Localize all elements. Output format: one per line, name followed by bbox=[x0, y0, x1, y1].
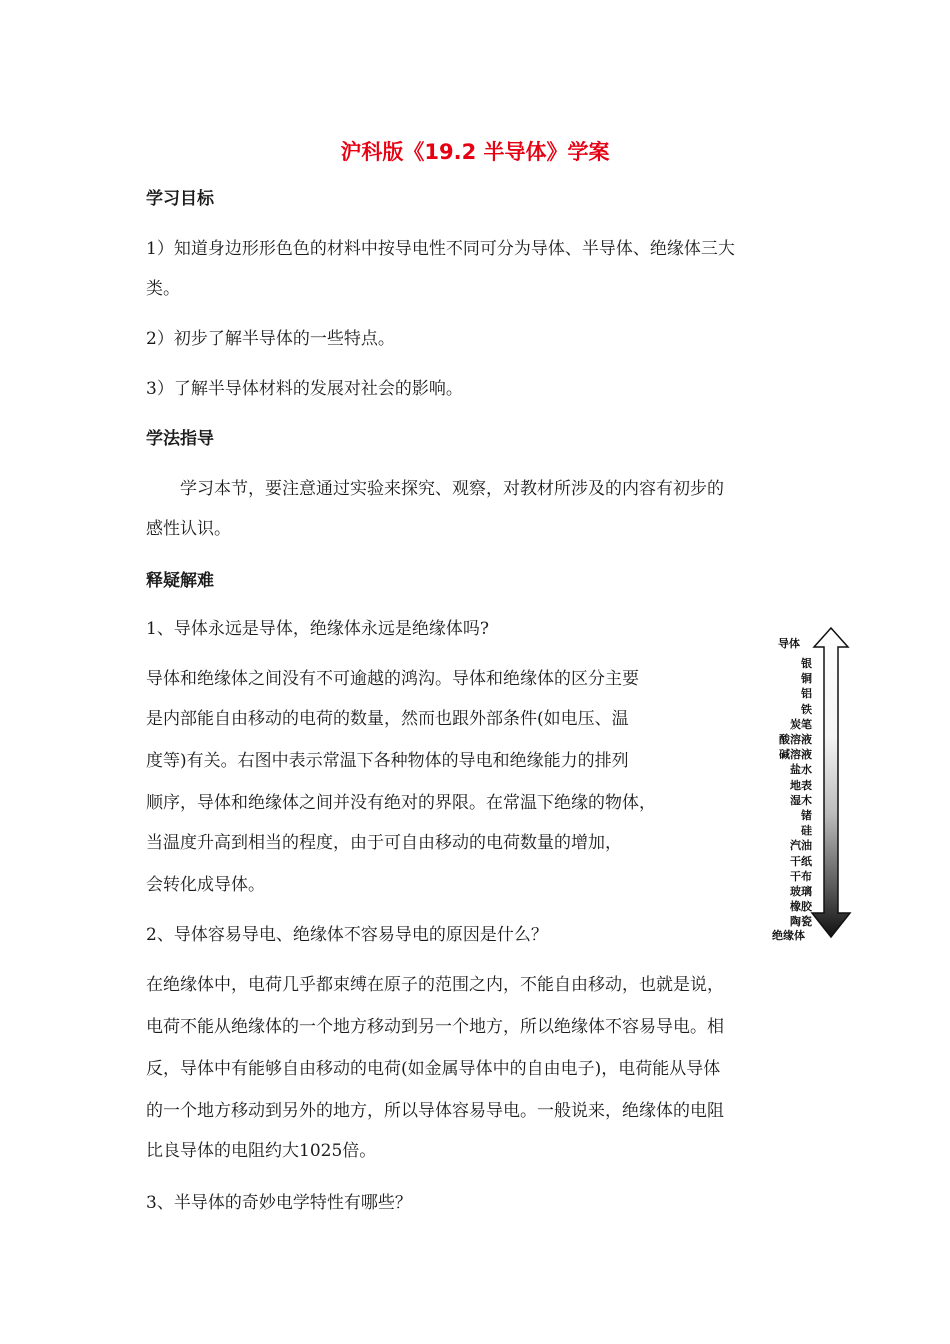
material-label: 银 bbox=[801, 657, 812, 670]
answer-1-line: 会转化成导体。 bbox=[146, 875, 265, 895]
diagram-top-label: 导体 bbox=[778, 637, 800, 650]
double-arrow-icon bbox=[770, 625, 860, 945]
material-label: 锗 bbox=[801, 809, 812, 822]
material-label: 铝 bbox=[801, 687, 812, 701]
answer-1-line: 当温度升高到相当的程度，由于可自由移动的电荷数量的增加， bbox=[146, 833, 622, 853]
material-label: 橡胶 bbox=[790, 900, 812, 914]
material-label: 陶瓷 bbox=[790, 915, 812, 929]
material-label: 地表 bbox=[790, 778, 812, 792]
material-label: 铜 bbox=[801, 672, 812, 686]
objective-line: 1）知道身边形形色色的材料中按导电性不同可分为导体、半导体、绝缘体三大 bbox=[146, 239, 735, 259]
answer-2-line: 比良导体的电阻约大1025倍。 bbox=[146, 1141, 377, 1161]
answer-2-line: 反，导体中有能够自由移动的电荷(如金属导体中的自由电子)，电荷能从导体 bbox=[146, 1059, 721, 1079]
page-title: 沪科版《19.2 半导体》学案 bbox=[340, 140, 610, 164]
method-heading: 学法指导 bbox=[146, 429, 214, 449]
material-label: 硅 bbox=[801, 824, 812, 838]
answer-1-line: 是内部能自由移动的电荷的数量，然而也跟外部条件(如电压、温 bbox=[146, 709, 629, 729]
material-label: 汽油 bbox=[790, 839, 812, 853]
method-line: 感性认识。 bbox=[146, 519, 231, 539]
objective-line: 3）了解半导体材料的发展对社会的影响。 bbox=[146, 379, 463, 399]
answer-1-line: 度等)有关。右图中表示常温下各种物体的导电和绝缘能力的排列 bbox=[146, 751, 629, 771]
material-label: 干布 bbox=[790, 869, 812, 883]
material-label: 玻璃 bbox=[790, 885, 812, 898]
objective-line: 2）初步了解半导体的一些特点。 bbox=[146, 329, 395, 349]
answer-2-line: 的一个地方移动到另外的地方，所以导体容易导电。一般说来，绝缘体的电阻 bbox=[146, 1101, 724, 1121]
answer-2-line: 在绝缘体中，电荷几乎都束缚在原子的范围之内，不能自由移动，也就是说， bbox=[146, 975, 724, 995]
material-label: 盐水 bbox=[790, 763, 812, 777]
material-label: 酸溶液 bbox=[779, 733, 812, 746]
objective-line: 类。 bbox=[146, 279, 180, 299]
answer-2-line: 电荷不能从绝缘体的一个地方移动到另一个地方，所以绝缘体不容易导电。相 bbox=[146, 1017, 724, 1037]
question-1: 1、导体永远是导体，绝缘体永远是绝缘体吗? bbox=[146, 619, 489, 639]
answer-1-line: 导体和绝缘体之间没有不可逾越的鸿沟。导体和绝缘体的区分主要 bbox=[146, 669, 639, 689]
material-label: 干纸 bbox=[790, 854, 812, 868]
method-line: 学习本节，要注意通过实验来探究、观察，对教材所涉及的内容有初步的 bbox=[180, 479, 724, 499]
question-3: 3、半导体的奇妙电学特性有哪些？ bbox=[146, 1193, 412, 1213]
material-label: 铁 bbox=[801, 702, 812, 716]
faq-heading: 释疑解难 bbox=[146, 571, 214, 591]
material-label: 碱溶液 bbox=[779, 748, 812, 762]
objectives-heading: 学习目标 bbox=[146, 189, 214, 209]
question-2: 2、导体容易导电、绝缘体不容易导电的原因是什么？ bbox=[146, 925, 548, 945]
material-label: 炭笔 bbox=[790, 717, 812, 731]
answer-1-line: 顺序，导体和绝缘体之间并没有绝对的界限。在常温下绝缘的物体， bbox=[146, 793, 656, 813]
material-label: 湿木 bbox=[790, 793, 812, 807]
diagram-bottom-label: 绝缘体 bbox=[772, 929, 805, 942]
conductivity-diagram bbox=[770, 625, 860, 945]
